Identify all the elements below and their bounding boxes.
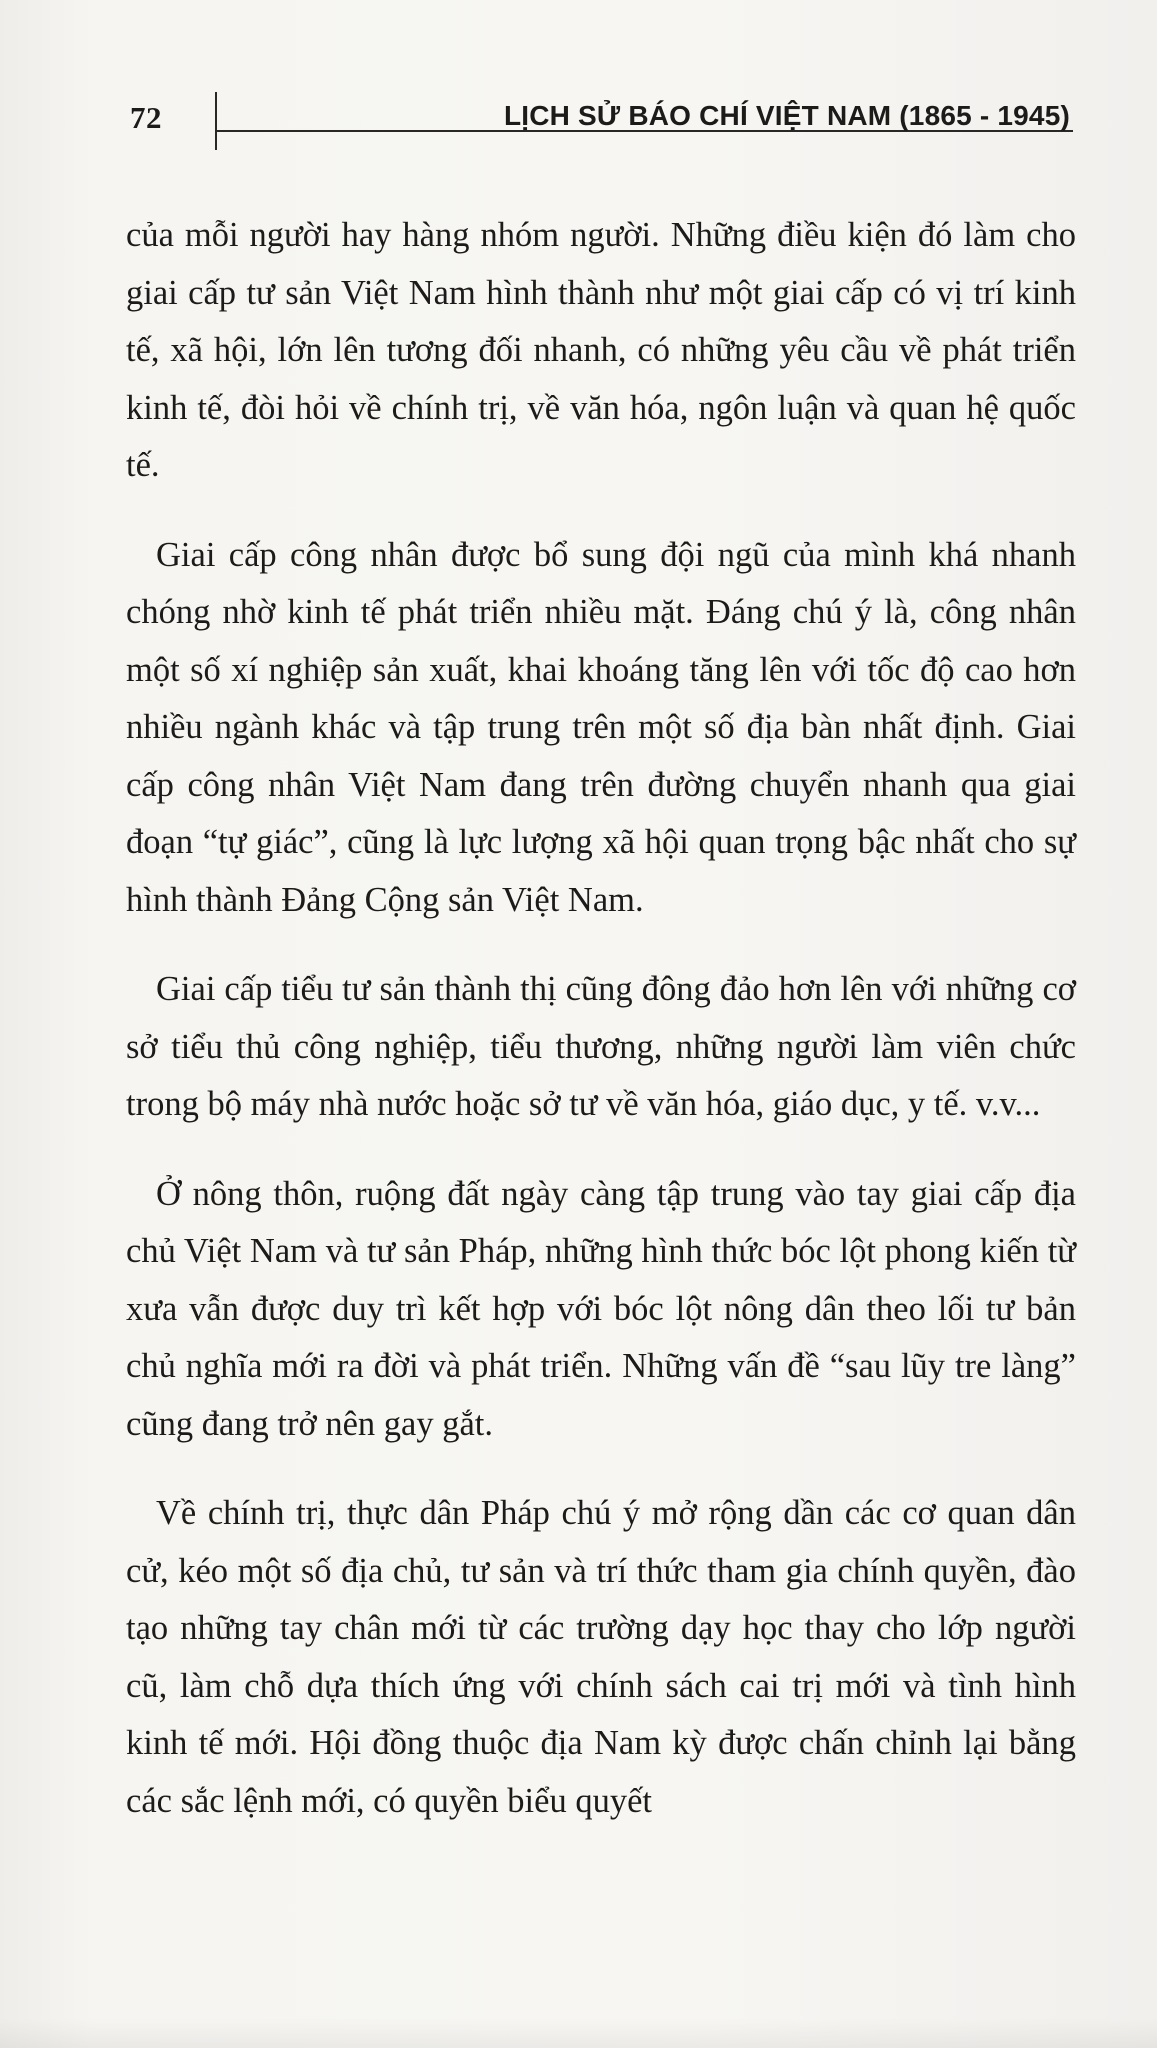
paragraph-3: Giai cấp tiểu tư sản thành thị cũng đông đảo hơn lên với những cơ sở tiểu thủ công nghiệp, tiểu thương, những người làm viên chức trong bộ máy nhà nước hoặc sở tư về văn hóa, giáo dục, y tế. v.v... bbox=[126, 970, 1076, 1123]
page-number: 72 bbox=[130, 100, 162, 135]
paragraph-1: của mỗi người hay hàng nhóm người. Những điều kiện đó làm cho giai cấp tư sản Việt Nam hình thành như một giai cấp có vị trí kinh tế, xã hội, lớn lên tương đối nhanh, có những yêu cầu về phát triển kinh tế, đòi hỏi về chính trị, về văn hóa, ngôn luận và quan hệ quốc tế. bbox=[126, 216, 1076, 484]
header-vertical-rule bbox=[215, 92, 217, 150]
page-header bbox=[126, 96, 1086, 148]
running-title: LỊCH SỬ BÁO CHÍ VIỆT NAM (1865 - 1945) bbox=[503, 100, 1070, 131]
paragraph-4: Ở nông thôn, ruộng đất ngày càng tập trung vào tay giai cấp địa chủ Việt Nam và tư sản Pháp, những hình thức bóc lột phong kiến từ xưa vẫn được duy trì kết hợp với bóc lột nông dân theo lối tư bản chủ nghĩa mới ra đời và phát triển. Những vấn đề “sau lũy tre làng” cũng đang trở nên gay gắt. bbox=[126, 1174, 1076, 1443]
paragraph-5: Về chính trị, thực dân Pháp chú ý mở rộng dần các cơ quan dân cử, kéo một số địa chủ, tư sản và trí thức tham gia chính quyền, đào tạo những tay chân mới từ các trường dạy học thay cho lớp người cũ, làm chỗ dựa thích ứng với chính sách cai trị mới và tình hình kinh tế mới. Hội đồng thuộc địa Nam kỳ được chấn chỉnh lại bằng các sắc lệnh mới, có quyền biểu quyết bbox=[126, 1494, 1076, 1820]
page-bottom-shadow bbox=[0, 2018, 1157, 2048]
paragraph-2: Giai cấp công nhân được bổ sung đội ngũ của mình khá nhanh chóng nhờ kinh tế phát triển nhiều mặt. Đáng chú ý là, công nhân một số xí nghiệp sản xuất, khai khoáng tăng lên với tốc độ cao hơn nhiều ngành khác và tập trung trên một số địa bàn nhất định. Giai cấp công nhân Việt Nam đang trên đường chuyển nhanh qua giai đoạn “tự giác”, cũng là lực lượng xã hội quan trọng bậc nhất cho sự hình thành Đảng Cộng sản Việt Nam. bbox=[126, 535, 1076, 919]
page-body bbox=[126, 207, 1076, 1862]
